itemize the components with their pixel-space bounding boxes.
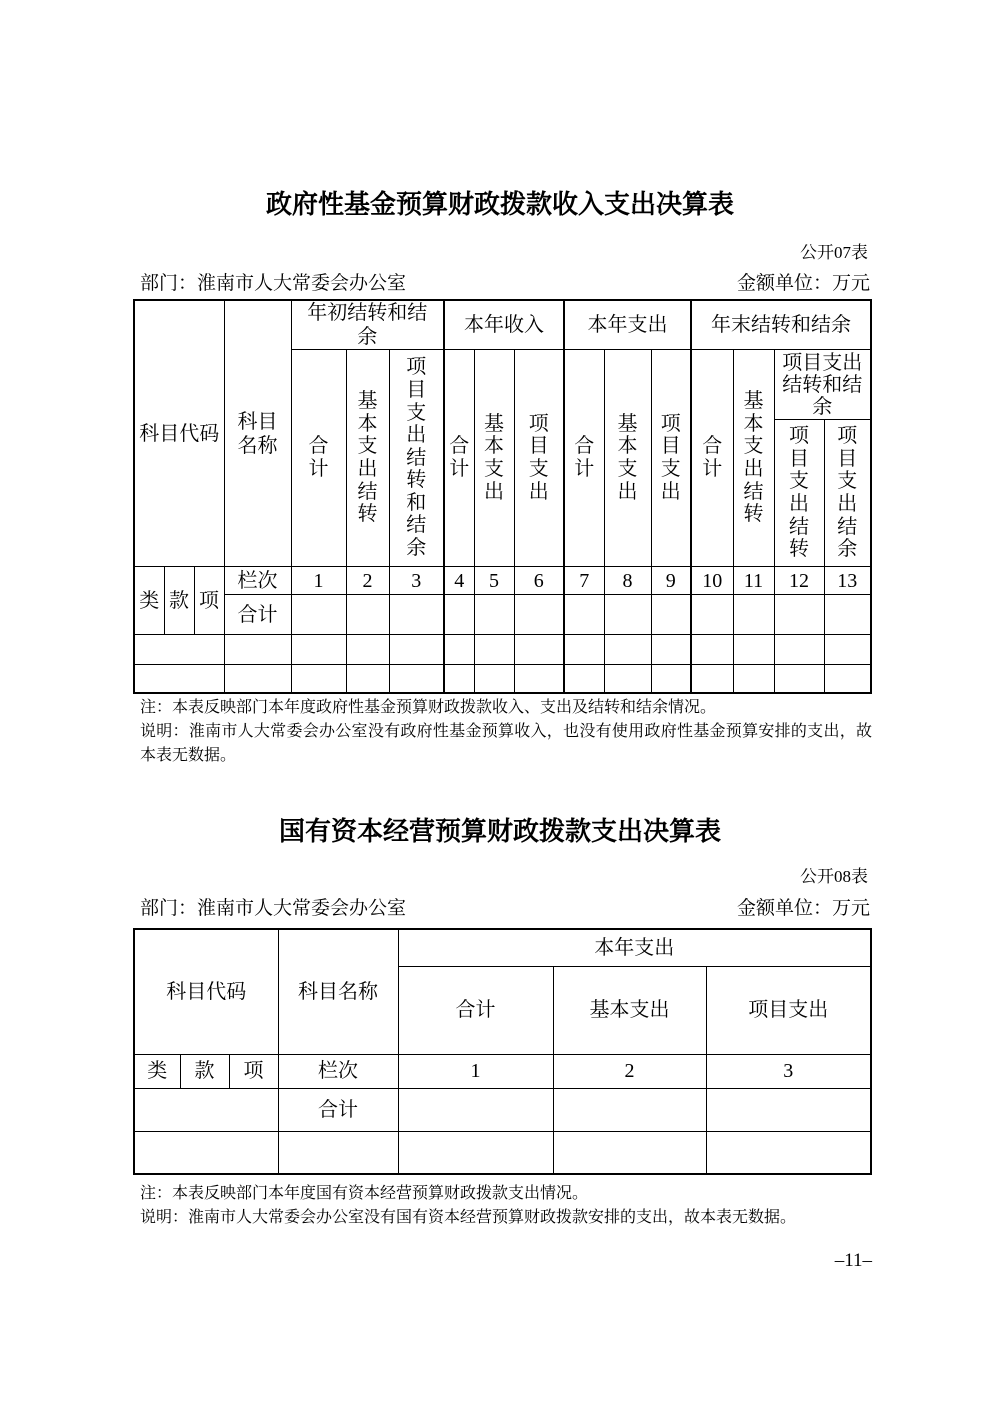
- col-number-cell: 12: [774, 567, 824, 595]
- col-number-cell: 5: [474, 567, 514, 595]
- empty-data-cell: [604, 595, 651, 635]
- table-row: [134, 665, 871, 693]
- empty-data-cell: [224, 665, 291, 693]
- col-label: 合计: [449, 435, 470, 480]
- empty-data-cell: [514, 635, 564, 665]
- header-col-project-carryover: [389, 350, 444, 567]
- header-col-basic-expense: 基本支出: [553, 966, 706, 1054]
- header-group-year-income: 本年收入: [444, 300, 564, 350]
- col-label: 基本支出结转: [357, 390, 378, 526]
- class-col-header: 类: [134, 1054, 180, 1088]
- total-row-label: 合计: [278, 1088, 398, 1131]
- empty-data-cell: [444, 635, 474, 665]
- empty-data-cell: [774, 635, 824, 665]
- header-group-end-year: 年末结转和结余: [691, 300, 871, 350]
- table1-unit-label: 金额单位：万元: [736, 273, 870, 294]
- table1-note: 注：本表反映部门本年度政府性基金预算财政拨款收入、支出及结转和结余情况。: [140, 699, 717, 716]
- table1-department-label: 部门：淮南市人大常委会办公室: [140, 273, 407, 294]
- header-col-total: [564, 350, 604, 567]
- table2-explain: 说明：淮南市人大常委会办公室没有国有资本经营预算财政拨款安排的支出，故本表无数据。: [140, 1209, 797, 1226]
- empty-data-cell: [604, 635, 651, 665]
- table1-public-label: 公开07表: [800, 243, 868, 262]
- class-col-header: 类: [134, 567, 164, 635]
- header-subject-name: 科目名称: [278, 929, 398, 1054]
- empty-data-cell: [474, 595, 514, 635]
- empty-data-cell: [651, 635, 691, 665]
- header-col-basic-carryover: [346, 350, 389, 567]
- nested-group-label: 项目支出结转和结余: [782, 351, 863, 418]
- empty-data-cell: [691, 635, 733, 665]
- empty-data-cell: [824, 595, 871, 635]
- table-row: [134, 1088, 871, 1131]
- empty-data-cell: [346, 635, 389, 665]
- header-col-project-expense: [514, 350, 564, 567]
- header-subject-code: 科目代码: [134, 929, 278, 1054]
- empty-data-cell: [774, 595, 824, 635]
- empty-data-cell: [389, 595, 444, 635]
- col-number-cell: 1: [398, 1054, 553, 1088]
- col-number-cell: 2: [553, 1054, 706, 1088]
- col-label: 项目支出结转和结余: [406, 356, 427, 560]
- empty-data-cell: [291, 635, 346, 665]
- empty-data-cell: [474, 635, 514, 665]
- table-row: [134, 595, 871, 635]
- empty-data-cell: [651, 665, 691, 693]
- empty-data-cell: [224, 635, 291, 665]
- col-number-cell: 11: [733, 567, 774, 595]
- col-label: 项目支出结转: [789, 425, 809, 561]
- table-row: [134, 635, 871, 665]
- empty-data-cell: [553, 1131, 706, 1174]
- empty-data-cell: [553, 1088, 706, 1131]
- state-capital-budget-table: [133, 928, 872, 1175]
- empty-data-cell: [514, 595, 564, 635]
- empty-data-cell: [733, 635, 774, 665]
- empty-data-cell: [134, 635, 224, 665]
- col-label: 合计: [308, 435, 329, 480]
- header-col-project-expense: 项目支出: [706, 966, 871, 1054]
- subject-name-label: 科目名称: [237, 410, 278, 457]
- col-number-cell: 10: [691, 567, 733, 595]
- table2-department-label: 部门：淮南市人大常委会办公室: [140, 898, 407, 919]
- empty-data-cell: [389, 635, 444, 665]
- col-label: 基本支出: [617, 412, 638, 503]
- table2-public-label: 公开08表: [800, 867, 868, 886]
- header-group-begin-year: 年初结转和结余: [291, 300, 444, 350]
- table2-note: 注：本表反映部门本年度国有资本经营预算财政拨款支出情况。: [140, 1185, 589, 1202]
- gov-fund-budget-table: [133, 299, 872, 694]
- empty-data-cell: [564, 665, 604, 693]
- table2-title: 国有资本经营预算财政拨款支出决算表: [278, 816, 721, 846]
- class-col-header: 项: [194, 567, 224, 635]
- table2-meta-row: [140, 898, 870, 921]
- col-label: 项目支出: [660, 412, 681, 503]
- header-col-total: [444, 350, 474, 567]
- table1-notes: [140, 696, 872, 768]
- header-col-total: [291, 350, 346, 567]
- empty-data-cell: [389, 665, 444, 693]
- row-index-label: 栏次: [224, 567, 291, 595]
- table-row: [134, 1054, 871, 1088]
- table-row: [134, 300, 871, 350]
- col-label: 项目支出结余: [837, 425, 858, 561]
- empty-data-cell: [474, 665, 514, 693]
- empty-data-cell: [514, 665, 564, 693]
- empty-data-cell: [706, 1088, 871, 1131]
- empty-data-cell: [134, 1131, 278, 1174]
- total-row-label: 合计: [224, 595, 291, 635]
- empty-data-cell: [651, 595, 691, 635]
- col-label: 基本支出: [484, 412, 504, 503]
- empty-data-cell: [291, 665, 346, 693]
- col-label: 合计: [574, 435, 595, 480]
- table2-unit-label: 金额单位：万元: [736, 898, 870, 919]
- col-number-cell: 1: [291, 567, 346, 595]
- col-label: 基本支出结转: [743, 390, 764, 526]
- empty-data-cell: [444, 595, 474, 635]
- empty-data-cell: [733, 665, 774, 693]
- empty-data-cell: [706, 1131, 871, 1174]
- empty-data-cell: [733, 595, 774, 635]
- empty-data-cell: [346, 595, 389, 635]
- empty-data-cell: [564, 635, 604, 665]
- header-col-basic-carryover: [733, 350, 774, 567]
- col-label: 项目支出: [528, 412, 549, 503]
- empty-data-cell: [824, 635, 871, 665]
- header-subject-name: [224, 300, 291, 567]
- header-nested-group-project: [774, 350, 871, 420]
- empty-data-cell: [291, 595, 346, 635]
- empty-data-cell: [444, 665, 474, 693]
- table1-explain: 说明：淮南市人大常委会办公室没有政府性基金预算收入，也没有使用政府性基金预算安排的支出，故本表无数据。: [140, 723, 872, 764]
- header-col-total: [691, 350, 733, 567]
- col-number-cell: 6: [514, 567, 564, 595]
- header-col-project-expense: [651, 350, 691, 567]
- col-number-cell: 3: [389, 567, 444, 595]
- empty-data-cell: [134, 1088, 278, 1131]
- table-row: [134, 1131, 871, 1174]
- class-col-header: 项: [229, 1054, 278, 1088]
- empty-data-cell: [564, 595, 604, 635]
- col-number-cell: 3: [706, 1054, 871, 1088]
- header-group-year-expense: 本年支出: [564, 300, 691, 350]
- header-col-basic-expense: [474, 350, 514, 567]
- empty-data-cell: [691, 665, 733, 693]
- col-number-cell: 13: [824, 567, 871, 595]
- header-col-project-balance: [824, 420, 871, 567]
- page-number: –11–: [834, 1250, 872, 1271]
- empty-data-cell: [398, 1088, 553, 1131]
- table2-notes: [140, 1182, 872, 1230]
- col-number-cell: 8: [604, 567, 651, 595]
- header-subject-code: 科目代码: [134, 300, 224, 567]
- table-row: [134, 929, 871, 966]
- empty-data-cell: [278, 1131, 398, 1174]
- empty-data-cell: [604, 665, 651, 693]
- col-number-cell: 7: [564, 567, 604, 595]
- table-row: [134, 567, 871, 595]
- table1-title: 政府性基金预算财政拨款收入支出决算表: [265, 189, 734, 219]
- col-number-cell: 4: [444, 567, 474, 595]
- header-col-total: 合计: [398, 966, 553, 1054]
- col-number-cell: 2: [346, 567, 389, 595]
- empty-data-cell: [346, 665, 389, 693]
- header-col-project-carry-forward: [774, 420, 824, 567]
- header-col-basic-expense: [604, 350, 651, 567]
- empty-data-cell: [824, 665, 871, 693]
- col-number-cell: 9: [651, 567, 691, 595]
- empty-data-cell: [691, 595, 733, 635]
- empty-data-cell: [134, 665, 224, 693]
- empty-data-cell: [398, 1131, 553, 1174]
- class-col-header: 款: [180, 1054, 229, 1088]
- class-col-header: 款: [164, 567, 194, 635]
- empty-data-cell: [774, 665, 824, 693]
- header-group-year-expense: 本年支出: [398, 929, 871, 966]
- table1-meta-row: [140, 273, 870, 296]
- col-label: 合计: [702, 435, 723, 480]
- row-index-label: 栏次: [278, 1054, 398, 1088]
